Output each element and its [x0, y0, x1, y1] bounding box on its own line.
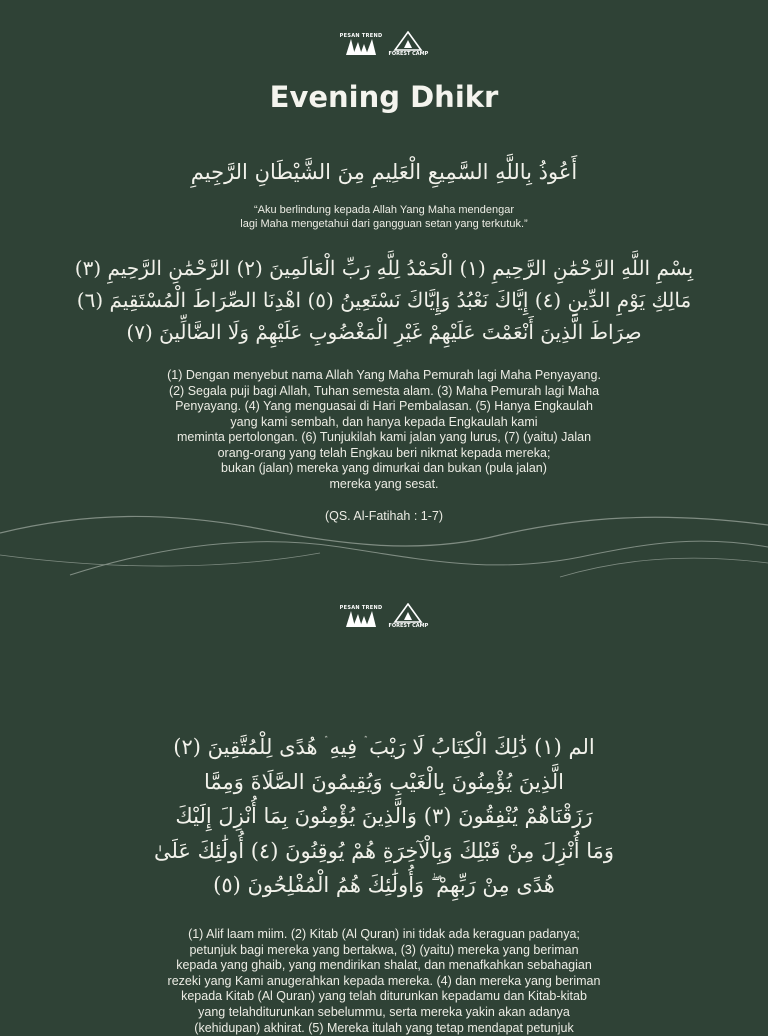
translation-line: (1) Alif laam miim. (2) Kitab (Al Quran) ini tidak ada keraguan padanya;: [188, 927, 580, 941]
arabic-line: الم (١) ذَٰلِكَ الْكِتَابُ لَا رَيْبَ ۛ فِيهِ ۛ هُدًى لِلْمُتَّقِينَ (٢): [173, 735, 595, 759]
arabic-line: بِسْمِ اللَّهِ الرَّحْمَٰنِ الرَّحِيمِ (١) الْحَمْدُ لِلَّهِ رَبِّ الْعَالَمِينَ (٢) الرَّحْمَٰنِ الرَّحِيمِ (٣): [74, 256, 694, 280]
translation-line: lagi Maha mengetahui dari gangguan setan yang terkutuk.”: [240, 218, 528, 230]
translation-line: “Aku berlindung kepada Allah Yang Maha mendengar: [253, 204, 515, 216]
translation-line: kepada Kitab (Al Quran) yang telah diturunkan kepadamu dan Kitab-kitab: [181, 989, 587, 1004]
al-baqarah-translation: [0, 927, 768, 1036]
translation-line: meminta pertolongan. (6) Tunjukilah kami jalan yang lurus, (7) (yaitu) Jalan: [176, 430, 592, 444]
arabic-line: مَالِكِ يَوْمِ الدِّينِ (٤) إِيَّاكَ نَعْبُدُ وَإِيَّاكَ نَسْتَعِينُ (٥) اهْدِنَا الصِّرَاطَ الْمُسْتَقِيمَ (٦): [76, 288, 692, 312]
al-fatihah-translation: [0, 368, 768, 492]
translation-line: Penyayang. (4) Yang menguasai di Hari Pembalasan. (5) Hanya Engkaulah: [175, 399, 593, 413]
pesan-trend-logo: [340, 34, 383, 55]
forest-camp-tent-icon: [393, 31, 423, 51]
forest-camp-tent-icon: [393, 603, 423, 623]
arabic-line: رَزَقْنَاهُمْ يُنْفِقُونَ (٣) وَالَّذِينَ يُؤْمِنُونَ بِمَا أُنْزِلَ إِلَيْكَ: [175, 804, 593, 828]
al-fatihah-arabic: [0, 252, 768, 348]
translation-line: yang telahditurunkan sebelummu, serta mereka yakin akan adanya: [198, 1004, 570, 1019]
pesan-trend-logo-text: PESAN TREND: [339, 604, 383, 611]
brand-logos-section2: [0, 603, 768, 629]
arabic-line: الَّذِينَ يُؤْمِنُونَ بِالْغَيْبِ وَيُقِيمُونَ الصَّلَاةَ وَمِمَّا: [203, 769, 564, 794]
forest-camp-logo-text: FOREST CAMP: [388, 51, 429, 57]
translation-line: bukan (jalan) mereka yang dimurkai dan bukan (pula jalan): [221, 461, 547, 475]
translation-line: (1) Dengan menyebut nama Allah Yang Maha Pemurah lagi Maha Penyayang.: [167, 368, 601, 382]
translation-line: yang kami sembah, dan hanya kepada Engkaulah kami: [230, 414, 538, 429]
arabic-line: وَمَا أُنْزِلَ مِنْ قَبْلِكَ وَبِالْآخِرَةِ هُمْ يُوقِنُونَ (٤) أُولَٰئِكَ عَلَىٰ: [153, 838, 615, 863]
al-fatihah-reference: (QS. Al-Fatihah : 1-7): [324, 509, 444, 523]
forest-camp-logo: [388, 603, 428, 629]
brand-trees-logo-icon: [346, 39, 376, 55]
isti-adhah-translation: [0, 203, 768, 231]
translation-line: mereka yang sesat.: [329, 476, 439, 491]
translation-line: rezeki yang Kami anugerahkan kepada mereka. (4) dan mereka yang beriman: [167, 973, 601, 988]
forest-camp-logo-text: FOREST CAMP: [388, 623, 429, 629]
arabic-line: هُدًى مِنْ رَبِّهِمْ ۖ وَأُولَٰئِكَ هُمُ الْمُفْلِحُونَ (٥): [213, 873, 555, 897]
translation-line: orang-orang yang telah Engkau beri nikmat kepada mereka;: [217, 445, 551, 460]
translation-line: kepada yang ghaib, yang mendirikan shalat, dan menafkahkan sebahagian: [176, 958, 592, 973]
isti-adhah-arabic: أَعُوذُ بِاللَّهِ السَّمِيعِ الْعَلِيمِ مِنَ الشَّيْطَانِ الرَّجِيمِ: [190, 160, 578, 184]
translation-line: (kehidupan) akhirat. (5) Mereka itulah yang tetap mendapat petunjuk: [194, 1020, 574, 1035]
brand-logos-top: [0, 31, 768, 57]
forest-camp-logo: [388, 31, 428, 57]
pesan-trend-logo: [340, 606, 383, 627]
page-title: Evening Dhikr: [269, 80, 499, 114]
arabic-line: صِرَاطَ الَّذِينَ أَنْعَمْتَ عَلَيْهِمْ غَيْرِ الْمَغْضُوبِ عَلَيْهِمْ وَلَا الضَّالِّينَ (٧): [126, 320, 642, 344]
pesan-trend-logo-text: PESAN TREND: [339, 32, 383, 39]
translation-line: (2) Segala puji bagi Allah, Tuhan semesta alam. (3) Maha Pemurah lagi Maha: [168, 383, 600, 398]
brand-trees-logo-icon: [346, 611, 376, 627]
al-baqarah-arabic: [0, 730, 768, 903]
decorative-wave-lines: [0, 505, 768, 580]
translation-line: petunjuk bagi mereka yang bertakwa, (3) (yaitu) mereka yang beriman: [189, 942, 579, 957]
